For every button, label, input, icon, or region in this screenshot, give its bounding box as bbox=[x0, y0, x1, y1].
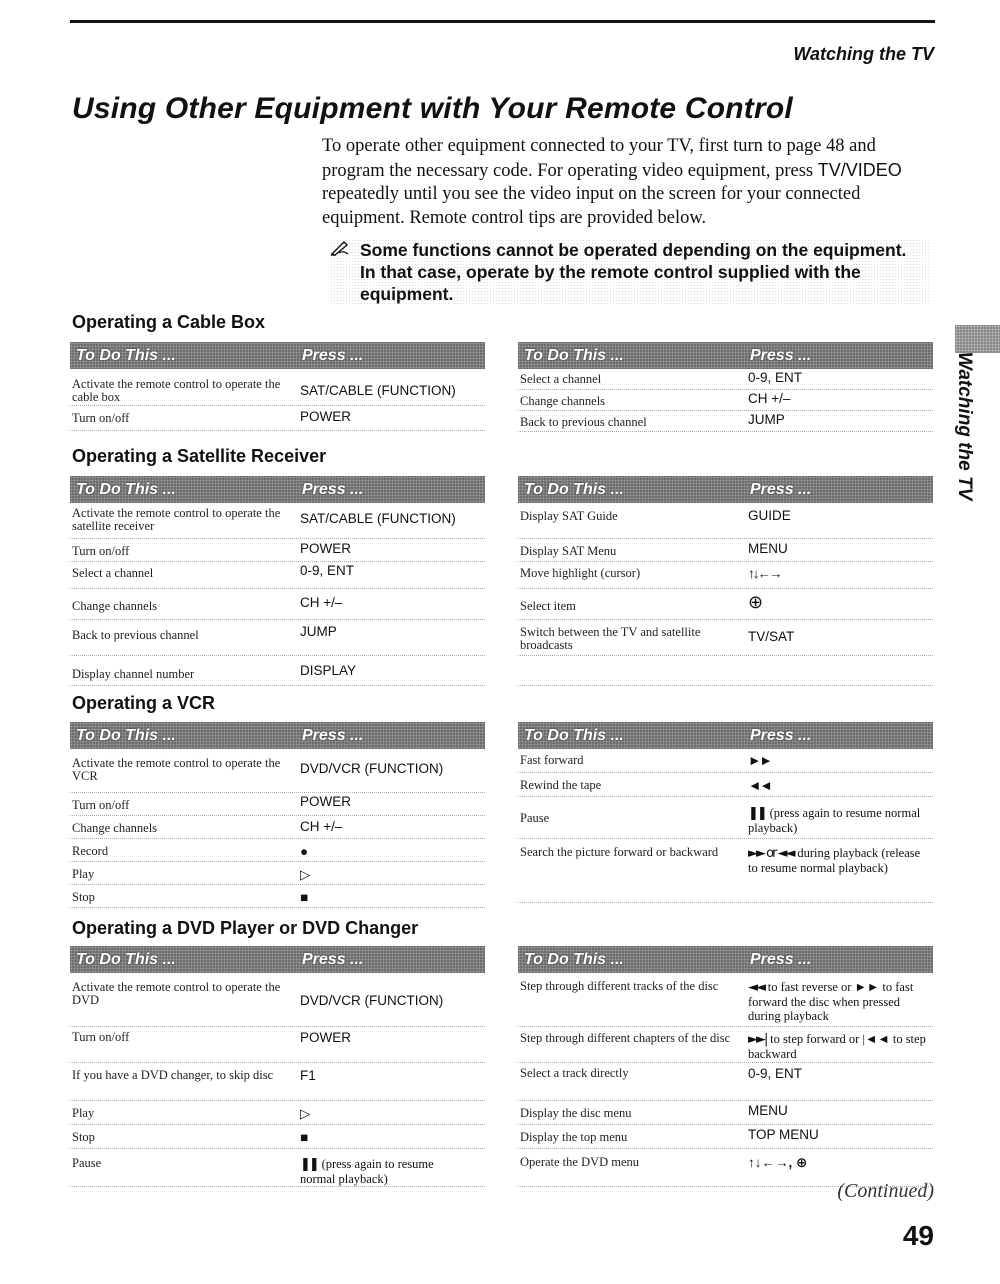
satellite-heading: Operating a Satellite Receiver bbox=[72, 446, 327, 466]
todo-header: To Do This ... bbox=[76, 346, 176, 364]
todo-cell: If you have a DVD changer, to skip disc bbox=[72, 1068, 274, 1082]
todo-cell: Stop bbox=[72, 1130, 95, 1144]
note-line2: In that case, operate by the remote control supplied with the bbox=[360, 262, 861, 282]
note-box bbox=[330, 239, 930, 305]
todo-header: To Do This ... bbox=[524, 950, 624, 968]
todo-cell: Record bbox=[72, 844, 109, 858]
intro-part1: To operate other equipment connected to your TV, first turn to page 48 and program the necessary code. For operating video equipment, press bbox=[322, 136, 876, 181]
intro-paragraph bbox=[322, 135, 932, 230]
table-row bbox=[518, 773, 933, 797]
todo-cell: Fast forward bbox=[520, 753, 584, 767]
todo-cell: Display SAT Guide bbox=[520, 509, 618, 523]
todo-cell: Turn on/off bbox=[72, 411, 130, 425]
press-header: Press ... bbox=[302, 346, 364, 364]
table-row bbox=[518, 562, 933, 589]
side-tab-label: Watching the TV bbox=[954, 351, 976, 501]
press-cell: POWER bbox=[300, 409, 352, 424]
todo-cell: Activate the remote control to operate the cable box bbox=[72, 377, 281, 404]
todo-cell: Play bbox=[72, 867, 95, 881]
vcr-heading: Operating a VCR bbox=[72, 693, 216, 713]
press-cell: SAT/CABLE (FUNCTION) bbox=[300, 511, 456, 526]
table-row bbox=[70, 1101, 485, 1125]
table-row bbox=[70, 656, 485, 686]
todo-header: To Do This ... bbox=[524, 346, 624, 364]
press-cell: CH +/– bbox=[300, 595, 343, 610]
todo-header: To Do This ... bbox=[524, 726, 624, 744]
dvd-heading: Operating a DVD Player or DVD Changer bbox=[72, 918, 419, 938]
press-cell: during playback (release to resume normal playback) bbox=[748, 846, 921, 875]
table-header bbox=[518, 722, 933, 749]
table-row bbox=[70, 973, 485, 1027]
press-header: Press ... bbox=[302, 950, 364, 968]
note-line1: Some functions cannot be operated depending on the equipment. bbox=[360, 240, 907, 260]
table-row bbox=[518, 503, 933, 539]
todo-cell: Display the disc menu bbox=[520, 1106, 632, 1120]
table-header bbox=[518, 342, 933, 369]
press-header: Press ... bbox=[750, 950, 812, 968]
table-row bbox=[70, 749, 485, 793]
table-row bbox=[518, 749, 933, 773]
stop-icon: ■ bbox=[300, 890, 307, 905]
press-cell: DVD/VCR (FUNCTION) bbox=[300, 761, 444, 776]
press-cell: 0-9, ENT bbox=[748, 1066, 803, 1081]
cable-right-table bbox=[518, 342, 933, 432]
todo-cell: Select a channel bbox=[520, 372, 602, 386]
press-cell: CH +/– bbox=[300, 819, 343, 834]
press-cell: POWER bbox=[300, 1030, 352, 1045]
stop-icon: ■ bbox=[300, 1130, 307, 1145]
table-row bbox=[70, 1027, 485, 1063]
rewind-icon: ◄◄ bbox=[748, 980, 764, 995]
table-row bbox=[70, 562, 485, 589]
arrow-keys-select-icon: ↑↓←→, ⊕ bbox=[748, 1155, 808, 1170]
dvd-left-table bbox=[70, 946, 485, 1187]
side-tab bbox=[945, 353, 985, 513]
fast-forward-icon: ►► bbox=[748, 753, 771, 768]
todo-cell: Change channels bbox=[72, 599, 158, 613]
todo-cell: Activate the remote control to operate the DVD bbox=[72, 980, 281, 1007]
press-cell: GUIDE bbox=[748, 508, 791, 523]
vcr-right-table bbox=[518, 722, 933, 903]
press-cell: POWER bbox=[300, 541, 352, 556]
vcr-left-table bbox=[70, 722, 485, 908]
todo-cell: Pause bbox=[72, 1156, 102, 1170]
note-pencil-icon bbox=[330, 239, 354, 261]
press-header: Press ... bbox=[750, 346, 812, 364]
press-cell: (press again to resume normal playback) bbox=[300, 1157, 434, 1186]
satellite-left-table bbox=[70, 476, 485, 686]
todo-cell: Move highlight (cursor) bbox=[520, 566, 641, 580]
press-cell: MENU bbox=[748, 541, 788, 556]
press-cell: TV/SAT bbox=[748, 629, 795, 644]
table-row-empty bbox=[518, 656, 933, 686]
rewind-icon: ◄◄ bbox=[748, 778, 771, 793]
press-cell: JUMP bbox=[300, 624, 337, 639]
todo-cell: Change channels bbox=[72, 821, 158, 835]
top-rule bbox=[70, 20, 935, 23]
section-header: Watching the TV bbox=[793, 44, 934, 64]
pause-icon: ❚❚ bbox=[300, 1157, 318, 1172]
todo-cell: Switch between the TV and satellite broadcasts bbox=[520, 625, 701, 652]
press-header: Press ... bbox=[750, 726, 812, 744]
intro-part2: repeatedly until you see the video input on the screen for your connected equipment. Remote control tips are provided below. bbox=[322, 184, 861, 228]
todo-cell: Operate the DVD menu bbox=[520, 1155, 640, 1169]
press-cell: DVD/VCR (FUNCTION) bbox=[300, 993, 444, 1008]
table-row bbox=[70, 839, 485, 862]
press-cell: POWER bbox=[300, 794, 352, 809]
search-arrows-icon: ►► or ◄◄ bbox=[748, 846, 794, 861]
table-row bbox=[518, 589, 933, 620]
table-row bbox=[518, 539, 933, 562]
side-tab-marker bbox=[955, 325, 1000, 353]
press-cell: MENU bbox=[748, 1103, 788, 1118]
table-row bbox=[518, 411, 933, 432]
table-header bbox=[518, 476, 933, 503]
table-header bbox=[70, 342, 485, 369]
table-row bbox=[518, 1101, 933, 1125]
table-row bbox=[70, 793, 485, 816]
play-icon: ▷ bbox=[300, 867, 309, 882]
press-cell: to step forward or |◄◄ to step backward bbox=[748, 1032, 926, 1061]
press-header: Press ... bbox=[750, 480, 812, 498]
cable-heading: Operating a Cable Box bbox=[72, 312, 266, 332]
todo-header: To Do This ... bbox=[524, 480, 624, 498]
todo-cell: Back to previous channel bbox=[72, 628, 199, 642]
table-row bbox=[70, 816, 485, 839]
table-header bbox=[70, 946, 485, 973]
table-row bbox=[70, 406, 485, 431]
table-row bbox=[70, 620, 485, 656]
press-cell: SAT/CABLE (FUNCTION) bbox=[300, 383, 456, 398]
cable-left-table bbox=[70, 342, 485, 431]
note-line3: equipment. bbox=[360, 284, 454, 304]
table-row bbox=[70, 1063, 485, 1101]
todo-cell: Search the picture forward or backward bbox=[520, 845, 719, 859]
todo-cell: Turn on/off bbox=[72, 544, 130, 558]
press-cell: CH +/– bbox=[748, 391, 791, 406]
table-row bbox=[70, 862, 485, 885]
page-number: 49 bbox=[902, 1220, 934, 1251]
select-button-icon: ⊕ bbox=[748, 592, 764, 613]
satellite-right-table bbox=[518, 476, 933, 686]
todo-header: To Do This ... bbox=[76, 950, 176, 968]
table-row bbox=[518, 620, 933, 656]
press-cell: 0-9, ENT bbox=[748, 370, 803, 385]
press-cell: TOP MENU bbox=[748, 1127, 819, 1142]
todo-cell: Pause bbox=[520, 811, 550, 825]
table-row bbox=[518, 390, 933, 411]
table-row bbox=[518, 973, 933, 1027]
todo-cell: Back to previous channel bbox=[520, 415, 647, 429]
table-row bbox=[70, 885, 485, 908]
press-cell: (press again to resume normal playback) bbox=[748, 806, 921, 835]
pause-icon: ❚❚ bbox=[748, 806, 766, 821]
play-icon: ▷ bbox=[300, 1106, 309, 1121]
todo-cell: Display the top menu bbox=[520, 1130, 628, 1144]
todo-header: To Do This ... bbox=[76, 480, 176, 498]
todo-cell: Activate the remote control to operate the satellite receiver bbox=[72, 506, 281, 533]
table-row bbox=[70, 369, 485, 406]
table-header bbox=[70, 476, 485, 503]
press-cell: F1 bbox=[300, 1068, 316, 1083]
press-cell: to fast reverse or ►► to fast forward the disc when pressed during playback bbox=[748, 980, 914, 1023]
todo-cell: Turn on/off bbox=[72, 798, 130, 812]
table-row bbox=[70, 503, 485, 539]
press-header: Press ... bbox=[302, 726, 364, 744]
todo-cell: Display channel number bbox=[72, 667, 195, 681]
todo-header: To Do This ... bbox=[76, 726, 176, 744]
table-row bbox=[518, 797, 933, 839]
press-cell: DISPLAY bbox=[300, 663, 357, 678]
table-row bbox=[70, 1125, 485, 1149]
table-row bbox=[70, 1149, 485, 1187]
table-header bbox=[70, 722, 485, 749]
table-row bbox=[518, 1027, 933, 1063]
page-title: Using Other Equipment with Your Remote Control bbox=[72, 92, 793, 125]
todo-cell: Select a track directly bbox=[520, 1066, 629, 1080]
dvd-right-table bbox=[518, 946, 933, 1187]
next-chapter-icon: ►►| bbox=[748, 1032, 767, 1047]
table-row bbox=[518, 369, 933, 390]
intro-key: TV/VIDEO bbox=[817, 159, 902, 180]
record-icon: ● bbox=[300, 844, 307, 859]
todo-cell: Step through different tracks of the disc bbox=[520, 979, 719, 993]
table-header bbox=[518, 946, 933, 973]
table-row bbox=[518, 1125, 933, 1149]
table-row bbox=[518, 1063, 933, 1101]
todo-cell: Display SAT Menu bbox=[520, 544, 617, 558]
arrow-keys-icon: ↑↓←→ bbox=[748, 566, 781, 581]
continued-label: (Continued) bbox=[837, 1180, 934, 1202]
todo-cell: Select item bbox=[520, 599, 576, 613]
todo-cell: Step through different chapters of the disc bbox=[520, 1031, 731, 1045]
press-cell: JUMP bbox=[748, 412, 785, 427]
table-row bbox=[70, 589, 485, 620]
press-header: Press ... bbox=[302, 480, 364, 498]
press-cell: 0-9, ENT bbox=[300, 563, 355, 578]
todo-cell: Rewind the tape bbox=[520, 778, 602, 792]
table-row bbox=[70, 539, 485, 562]
table-row bbox=[518, 839, 933, 903]
todo-cell: Select a channel bbox=[72, 566, 154, 580]
todo-cell: Activate the remote control to operate the VCR bbox=[72, 756, 281, 783]
todo-cell: Stop bbox=[72, 890, 95, 904]
todo-cell: Play bbox=[72, 1106, 95, 1120]
todo-cell: Turn on/off bbox=[72, 1030, 130, 1044]
todo-cell: Change channels bbox=[520, 394, 606, 408]
